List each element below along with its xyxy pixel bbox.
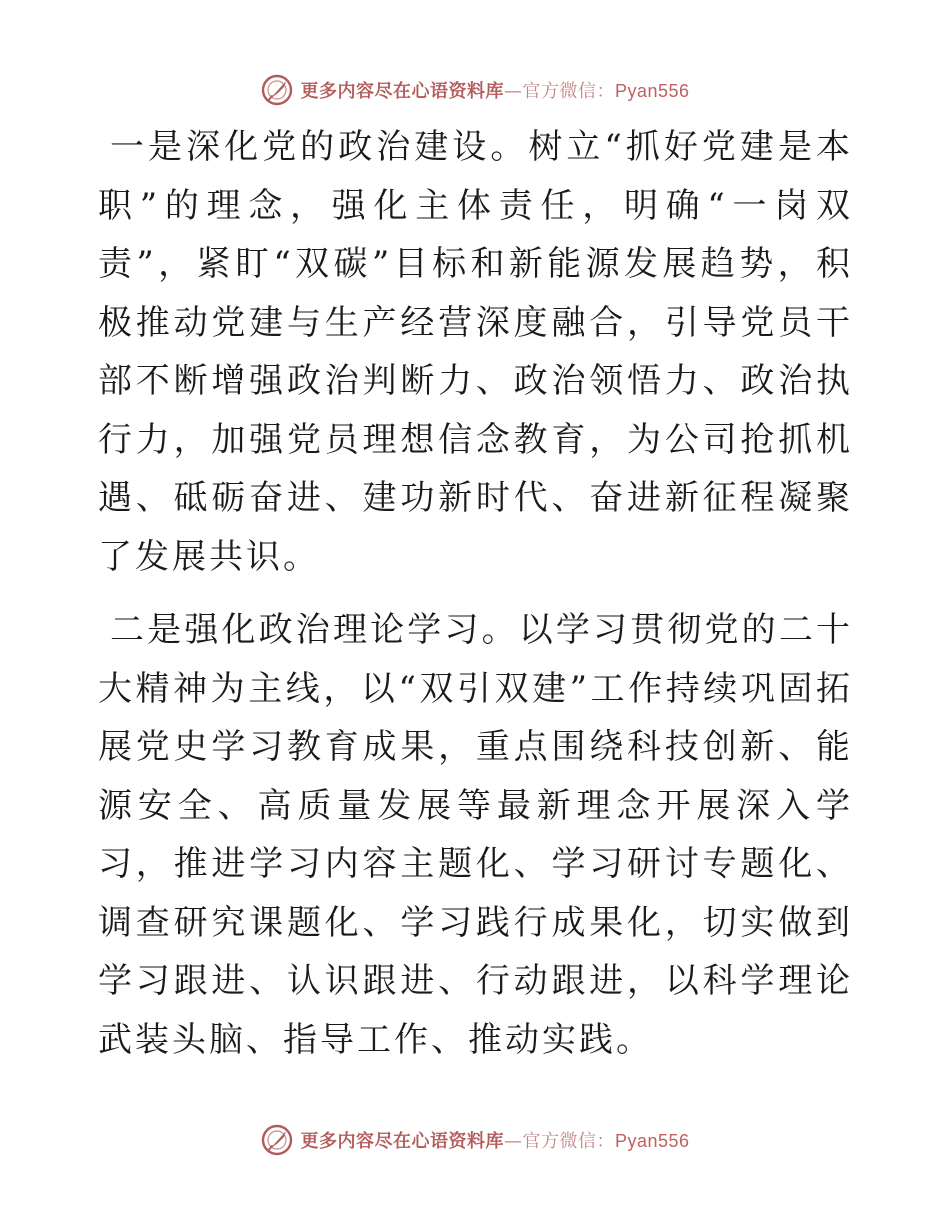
banner-wechat-id: Pyan556	[614, 81, 690, 101]
footer-banner	[0, 1120, 950, 1160]
banner-main-text: 更多内容尽在心语资料库	[300, 1131, 504, 1152]
quill-seal-icon	[260, 1123, 294, 1157]
quill-seal-icon	[260, 73, 294, 107]
paragraph-political-construction: 一是深化党的政治建设。树立“抓好党建是本职”的理念，强化主体责任，明确“一岗双责”，紧盯“双碳”目标和新能源发展趋势，积极推动党建与生产经营深度融合，引导党员干部不断增强政治判断力、政治领悟力、政治执行力，加强党员理想信念教育，为公司抢抓机遇、砥砺奋进、建功新时代、奋进新征程凝聚了发展共识。	[98, 127, 853, 577]
banner-dash: —	[503, 1131, 523, 1152]
banner-main-text: 更多内容尽在心语资料库	[300, 81, 504, 102]
banner-wechat-label: 官方微信：	[522, 81, 615, 102]
paragraph-theory-study: 二是强化政治理论学习。以学习贯彻党的二十大精神为主线，以“双引双建”工作持续巩固拓展党史学习教育成果，重点围绕科技创新、能源安全、高质量发展等最新理念开展深入学习，推进学习内容主题化、学习研讨专题化、调查研究课题化、学习践行成果化，切实做到学习跟进、认识跟进、行动跟进，以科学理论武装头脑、指导工作、推动实践。	[98, 610, 853, 1060]
banner-dash: —	[503, 81, 523, 102]
banner-text-footer	[300, 1127, 689, 1153]
brand	[260, 73, 689, 107]
brand-footer	[260, 1123, 689, 1157]
banner-text	[300, 77, 689, 103]
banner-wechat-id: Pyan556	[614, 1131, 690, 1151]
document-body	[98, 118, 853, 1069]
banner-wechat-label: 官方微信：	[522, 1131, 615, 1152]
header-banner	[0, 70, 950, 110]
